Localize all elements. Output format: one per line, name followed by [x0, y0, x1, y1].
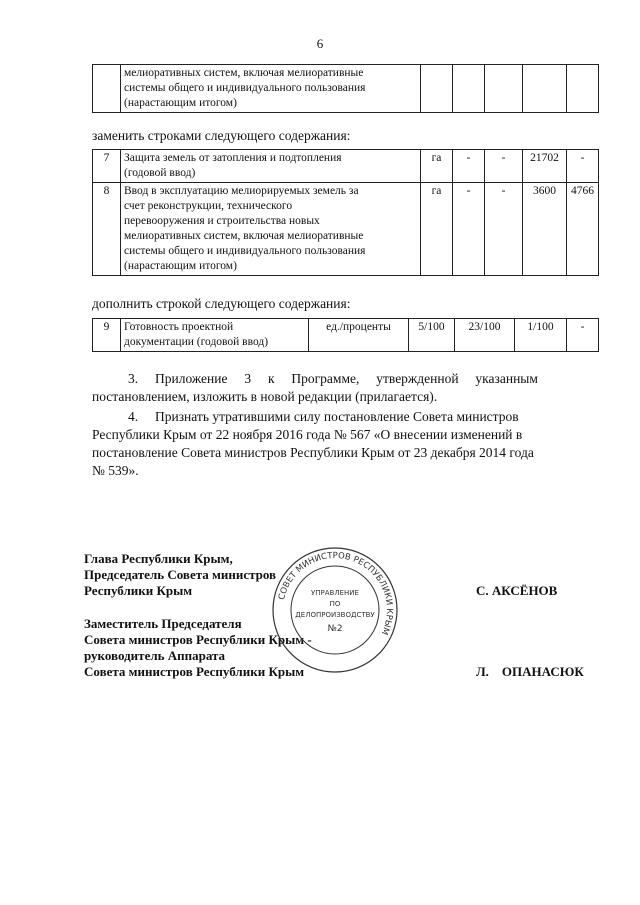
paragraph-4: 4. Признать утратившими силу постановление Совета министров Республики Крым от 22 ноября 2016 года № 567 «О внесении изменений в постановление Совета министров Республики Крым от 23 декабря 2014 года № 539».	[92, 409, 534, 478]
add-intro: дополнить строкой следующего содержания:	[92, 296, 351, 311]
row-number	[93, 65, 121, 113]
seal-center-line: №2	[327, 624, 343, 634]
value-cell: -	[453, 183, 485, 276]
table-row	[93, 150, 599, 183]
seal-center-line: ДЕЛОПРОИЗВОДСТВУ	[295, 611, 375, 619]
seal-center-line: ПО	[329, 600, 341, 608]
value-cell: 5/100	[409, 319, 455, 352]
paragraph-3: 3. Приложение 3 к Программе, утвержденной указанным постановлением, изложить в новой редакции (прилагается).	[92, 371, 538, 404]
row-number: 7	[93, 150, 121, 183]
value-cell: -	[567, 150, 599, 183]
row-number: 8	[93, 183, 121, 276]
value-cell: 21702	[523, 150, 567, 183]
signer-name-opanasyuk: Л. ОПАНАСЮК	[476, 664, 584, 679]
seal-center-line: УПРАВЛЕНИЕ	[311, 589, 359, 597]
replace-intro: заменить строками следующего содержания:	[92, 128, 351, 143]
table-row	[93, 183, 599, 276]
table-row	[93, 65, 599, 113]
value-cell: 4766	[567, 183, 599, 276]
value-cell: -	[453, 150, 485, 183]
table-row	[93, 319, 599, 352]
indicator-name: Готовность проектной документации (годовой ввод)	[121, 319, 309, 352]
page-number: 6	[316, 36, 324, 51]
value-cell: 3600	[523, 183, 567, 276]
indicator-name: мелиоративных систем, включая мелиоративные системы общего и индивидуального пользования (нарастающим итогом)	[121, 65, 421, 113]
value-cell: -	[485, 183, 523, 276]
official-seal	[270, 545, 400, 675]
seal-ring-text: СОВЕТ МИНИСТРОВ РЕСПУБЛИКИ КРЫМ	[277, 550, 395, 637]
signature-block-deputy: Заместитель Председателя Совета министров Республики Крым - руководитель Аппарата Совета министров Республики Крым	[84, 616, 312, 679]
indicator-name: Защита земель от затопления и подтопления (годовой ввод)	[121, 150, 421, 183]
indicator-name: Ввод в эксплуатацию мелиорируемых земель за счет реконструкции, технического перевооружения и строительства новых мелиоративных систем, включая мелиоративные системы общего и индивидуального пользования (нарастающим итогом)	[121, 183, 421, 276]
value-cell: 23/100	[455, 319, 515, 352]
value-cell: 1/100	[515, 319, 567, 352]
table-add	[92, 318, 599, 352]
unit-cell: га	[421, 183, 453, 276]
value-cell: -	[567, 319, 599, 352]
value-cell: -	[485, 150, 523, 183]
unit-cell: ед./проценты	[309, 319, 409, 352]
signer-name-aksenov: С. АКСЁНОВ	[476, 583, 558, 598]
table-replace	[92, 149, 599, 276]
signature-block-head: Глава Республики Крым, Председатель Совета министров Республики Крым	[84, 551, 277, 598]
unit-cell: га	[421, 150, 453, 183]
row-number: 9	[93, 319, 121, 352]
table-continuation	[92, 64, 599, 113]
